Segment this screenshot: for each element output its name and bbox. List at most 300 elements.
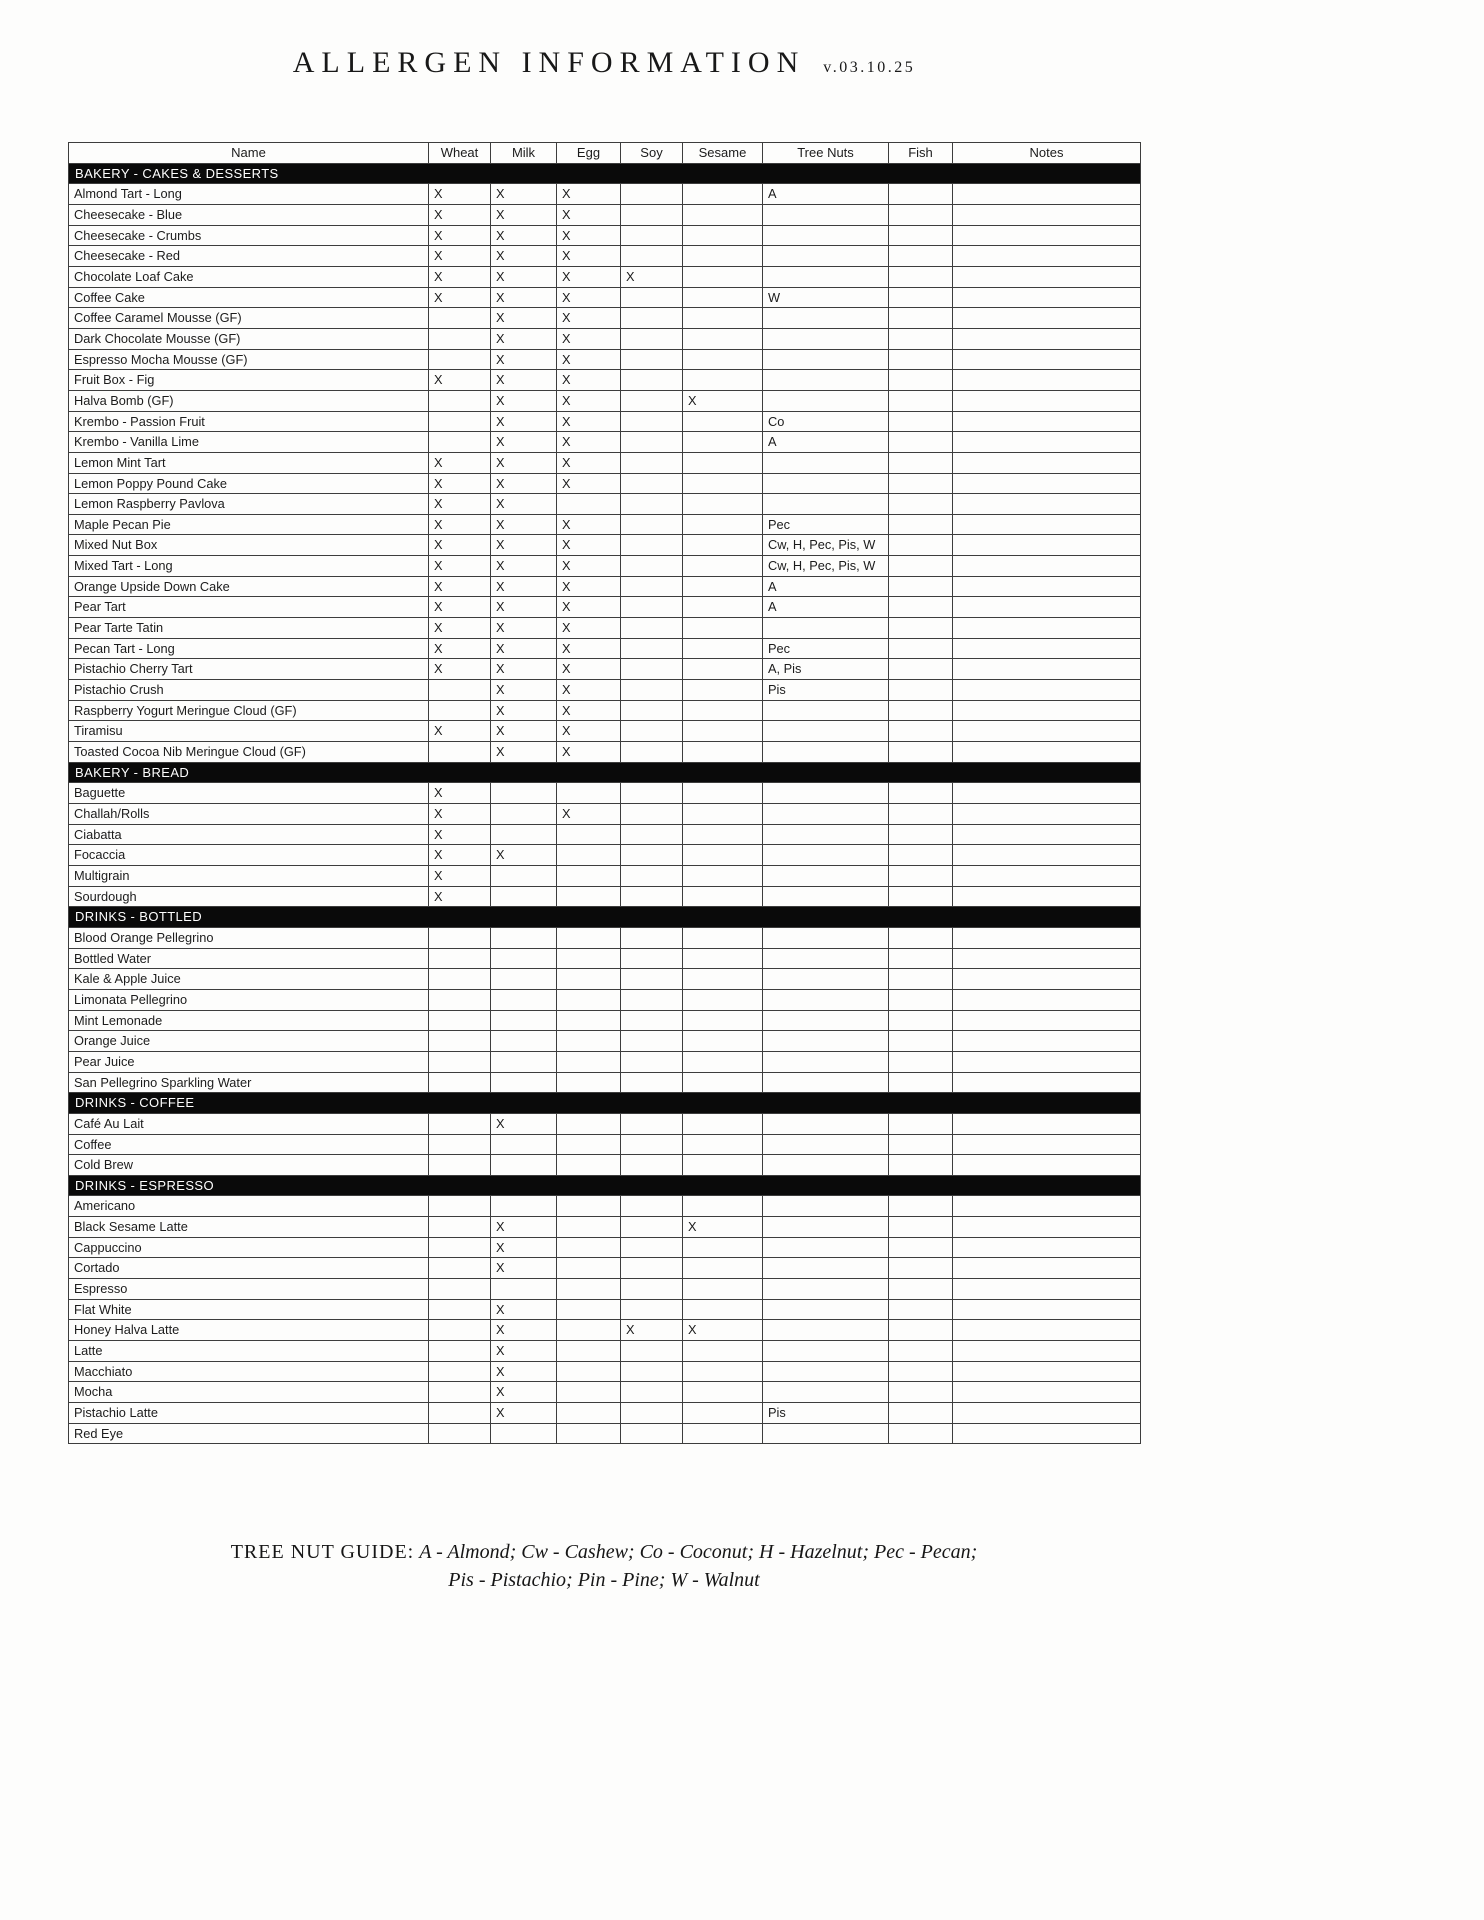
allergen-cell-egg: [557, 1113, 621, 1134]
allergen-cell-notes: [953, 1196, 1141, 1217]
table-row: [69, 370, 1141, 391]
allergen-cell-milk: X: [491, 1113, 557, 1134]
allergen-cell-egg: [557, 1279, 621, 1300]
item-name-cell: Mixed Tart - Long: [69, 556, 429, 577]
allergen-cell-milk: [491, 865, 557, 886]
allergen-cell-soy: [621, 1403, 683, 1424]
allergen-cell-fish: [889, 1051, 953, 1072]
allergen-cell-notes: [953, 1361, 1141, 1382]
item-name-cell: Cappuccino: [69, 1237, 429, 1258]
table-row: [69, 1113, 1141, 1134]
allergen-cell-wheat: X: [429, 845, 491, 866]
allergen-cell-sesame: [683, 1072, 763, 1093]
allergen-cell-sesame: [683, 370, 763, 391]
table-row: [69, 969, 1141, 990]
column-header-egg: Egg: [557, 143, 621, 164]
column-header-wheat: Wheat: [429, 143, 491, 164]
section-label: DRINKS - COFFEE: [69, 1093, 1141, 1114]
allergen-cell-notes: [953, 266, 1141, 287]
table-row: [69, 927, 1141, 948]
allergen-cell-wheat: X: [429, 618, 491, 639]
allergen-cell-sesame: [683, 1382, 763, 1403]
allergen-cell-sesame: [683, 783, 763, 804]
allergen-cell-milk: [491, 824, 557, 845]
allergen-cell-fish: [889, 1299, 953, 1320]
allergen-cell-milk: X: [491, 1382, 557, 1403]
allergen-cell-fish: [889, 411, 953, 432]
allergen-cell-milk: [491, 989, 557, 1010]
item-name-cell: Espresso: [69, 1279, 429, 1300]
allergen-cell-egg: [557, 1237, 621, 1258]
allergen-cell-notes: [953, 1051, 1141, 1072]
section-header-row: [69, 1093, 1141, 1114]
allergen-cell-notes: [953, 556, 1141, 577]
allergen-cell-soy: X: [621, 266, 683, 287]
allergen-table-body: [69, 163, 1141, 1444]
allergen-cell-tree-nuts: A: [763, 576, 889, 597]
allergen-cell-wheat: X: [429, 783, 491, 804]
allergen-cell-tree-nuts: Cw, H, Pec, Pis, W: [763, 535, 889, 556]
allergen-cell-sesame: [683, 556, 763, 577]
allergen-cell-egg: [557, 989, 621, 1010]
table-row: [69, 989, 1141, 1010]
item-name-cell: Challah/Rolls: [69, 804, 429, 825]
table-row: [69, 1403, 1141, 1424]
item-name-cell: Krembo - Passion Fruit: [69, 411, 429, 432]
item-name-cell: Coffee: [69, 1134, 429, 1155]
allergen-cell-milk: X: [491, 845, 557, 866]
allergen-cell-notes: [953, 804, 1141, 825]
allergen-cell-egg: X: [557, 411, 621, 432]
allergen-cell-tree-nuts: [763, 1237, 889, 1258]
table-row: [69, 845, 1141, 866]
allergen-cell-notes: [953, 1010, 1141, 1031]
table-row: [69, 659, 1141, 680]
allergen-cell-fish: [889, 927, 953, 948]
allergen-cell-fish: [889, 473, 953, 494]
allergen-cell-tree-nuts: [763, 1299, 889, 1320]
allergen-cell-fish: [889, 556, 953, 577]
allergen-cell-fish: [889, 1134, 953, 1155]
allergen-cell-soy: [621, 700, 683, 721]
allergen-cell-wheat: [429, 700, 491, 721]
allergen-cell-egg: X: [557, 349, 621, 370]
allergen-cell-egg: [557, 1134, 621, 1155]
allergen-cell-wheat: [429, 1072, 491, 1093]
allergen-cell-egg: [557, 1031, 621, 1052]
table-row: [69, 783, 1141, 804]
allergen-cell-wheat: X: [429, 494, 491, 515]
column-header-fish: Fish: [889, 143, 953, 164]
allergen-cell-egg: [557, 494, 621, 515]
allergen-cell-sesame: [683, 1279, 763, 1300]
allergen-cell-soy: [621, 824, 683, 845]
allergen-cell-notes: [953, 1279, 1141, 1300]
allergen-cell-sesame: [683, 1010, 763, 1031]
allergen-cell-soy: [621, 659, 683, 680]
allergen-cell-fish: [889, 535, 953, 556]
allergen-cell-egg: X: [557, 721, 621, 742]
allergen-cell-wheat: [429, 1423, 491, 1444]
allergen-cell-soy: [621, 1361, 683, 1382]
allergen-cell-milk: X: [491, 225, 557, 246]
allergen-cell-fish: [889, 700, 953, 721]
allergen-cell-tree-nuts: [763, 1134, 889, 1155]
section-label: DRINKS - BOTTLED: [69, 907, 1141, 928]
allergen-cell-notes: [953, 514, 1141, 535]
allergen-cell-soy: [621, 638, 683, 659]
allergen-cell-tree-nuts: [763, 1320, 889, 1341]
item-name-cell: Multigrain: [69, 865, 429, 886]
allergen-cell-tree-nuts: Cw, H, Pec, Pis, W: [763, 556, 889, 577]
allergen-cell-milk: X: [491, 1237, 557, 1258]
allergen-cell-tree-nuts: [763, 1361, 889, 1382]
allergen-cell-soy: [621, 1113, 683, 1134]
allergen-cell-wheat: [429, 1237, 491, 1258]
allergen-cell-sesame: X: [683, 1320, 763, 1341]
table-row: [69, 638, 1141, 659]
allergen-cell-tree-nuts: [763, 204, 889, 225]
allergen-cell-milk: [491, 804, 557, 825]
allergen-cell-tree-nuts: [763, 824, 889, 845]
allergen-cell-wheat: [429, 1010, 491, 1031]
allergen-cell-tree-nuts: [763, 989, 889, 1010]
item-name-cell: Ciabatta: [69, 824, 429, 845]
allergen-cell-tree-nuts: W: [763, 287, 889, 308]
allergen-cell-egg: X: [557, 246, 621, 267]
allergen-cell-sesame: [683, 514, 763, 535]
item-name-cell: Flat White: [69, 1299, 429, 1320]
allergen-cell-soy: [621, 1155, 683, 1176]
allergen-cell-soy: [621, 1196, 683, 1217]
allergen-cell-tree-nuts: [763, 494, 889, 515]
allergen-cell-sesame: [683, 845, 763, 866]
item-name-cell: Chocolate Loaf Cake: [69, 266, 429, 287]
table-row: [69, 432, 1141, 453]
allergen-cell-wheat: [429, 1320, 491, 1341]
allergen-cell-wheat: [429, 349, 491, 370]
table-row: [69, 390, 1141, 411]
allergen-cell-tree-nuts: [763, 927, 889, 948]
allergen-cell-fish: [889, 1196, 953, 1217]
allergen-cell-fish: [889, 824, 953, 845]
allergen-cell-notes: [953, 1341, 1141, 1362]
allergen-cell-egg: [557, 783, 621, 804]
allergen-cell-egg: [557, 865, 621, 886]
allergen-cell-fish: [889, 865, 953, 886]
item-name-cell: Mixed Nut Box: [69, 535, 429, 556]
allergen-cell-egg: X: [557, 473, 621, 494]
allergen-cell-soy: [621, 225, 683, 246]
allergen-cell-sesame: [683, 1051, 763, 1072]
allergen-cell-wheat: X: [429, 638, 491, 659]
item-name-cell: Cheesecake - Red: [69, 246, 429, 267]
allergen-cell-milk: X: [491, 184, 557, 205]
allergen-cell-egg: [557, 1382, 621, 1403]
allergen-cell-notes: [953, 989, 1141, 1010]
allergen-cell-egg: X: [557, 659, 621, 680]
allergen-cell-wheat: [429, 1361, 491, 1382]
allergen-cell-sesame: [683, 886, 763, 907]
allergen-cell-wheat: X: [429, 514, 491, 535]
table-row: [69, 1237, 1141, 1258]
allergen-cell-egg: X: [557, 700, 621, 721]
allergen-cell-soy: [621, 287, 683, 308]
table-row: [69, 1361, 1141, 1382]
allergen-cell-wheat: X: [429, 452, 491, 473]
allergen-cell-soy: [621, 473, 683, 494]
item-name-cell: Halva Bomb (GF): [69, 390, 429, 411]
item-name-cell: Café Au Lait: [69, 1113, 429, 1134]
allergen-cell-sesame: [683, 1134, 763, 1155]
allergen-cell-milk: X: [491, 452, 557, 473]
allergen-cell-sesame: [683, 411, 763, 432]
allergen-cell-soy: [621, 597, 683, 618]
allergen-cell-egg: X: [557, 432, 621, 453]
item-name-cell: Cold Brew: [69, 1155, 429, 1176]
allergen-cell-egg: [557, 1258, 621, 1279]
allergen-cell-soy: [621, 783, 683, 804]
table-row: [69, 349, 1141, 370]
allergen-cell-sesame: [683, 1361, 763, 1382]
allergen-cell-tree-nuts: [763, 948, 889, 969]
allergen-cell-fish: [889, 1320, 953, 1341]
allergen-cell-soy: [621, 1217, 683, 1238]
item-name-cell: Pear Juice: [69, 1051, 429, 1072]
allergen-cell-notes: [953, 204, 1141, 225]
column-header-tree-nuts: Tree Nuts: [763, 143, 889, 164]
allergen-cell-egg: X: [557, 266, 621, 287]
allergen-cell-sesame: [683, 700, 763, 721]
allergen-cell-soy: [621, 1010, 683, 1031]
allergen-cell-egg: [557, 1051, 621, 1072]
table-row: [69, 1258, 1141, 1279]
allergen-cell-notes: [953, 948, 1141, 969]
allergen-cell-soy: [621, 246, 683, 267]
allergen-cell-notes: [953, 308, 1141, 329]
allergen-cell-notes: [953, 246, 1141, 267]
allergen-cell-notes: [953, 969, 1141, 990]
allergen-cell-tree-nuts: [763, 266, 889, 287]
allergen-cell-sesame: [683, 225, 763, 246]
item-name-cell: Red Eye: [69, 1423, 429, 1444]
allergen-cell-fish: [889, 1279, 953, 1300]
allergen-cell-milk: X: [491, 1341, 557, 1362]
allergen-cell-soy: [621, 1072, 683, 1093]
item-name-cell: Black Sesame Latte: [69, 1217, 429, 1238]
allergen-cell-egg: [557, 1217, 621, 1238]
allergen-cell-fish: [889, 184, 953, 205]
allergen-cell-wheat: [429, 969, 491, 990]
allergen-cell-wheat: X: [429, 886, 491, 907]
tree-nut-guide-label: TREE NUT GUIDE:: [230, 1541, 415, 1564]
allergen-cell-egg: X: [557, 597, 621, 618]
allergen-cell-tree-nuts: [763, 1031, 889, 1052]
allergen-cell-egg: X: [557, 742, 621, 763]
table-row: [69, 1072, 1141, 1093]
allergen-cell-soy: [621, 969, 683, 990]
allergen-cell-milk: X: [491, 328, 557, 349]
item-name-cell: Pecan Tart - Long: [69, 638, 429, 659]
tree-nut-guide-text-2: Pis - Pistachio; Pin - Pine; W - Walnut: [448, 1569, 760, 1592]
allergen-cell-notes: [953, 1031, 1141, 1052]
allergen-cell-milk: X: [491, 411, 557, 432]
allergen-cell-fish: [889, 989, 953, 1010]
allergen-cell-sesame: [683, 597, 763, 618]
table-row: [69, 1341, 1141, 1362]
allergen-cell-wheat: [429, 390, 491, 411]
allergen-cell-fish: [889, 1341, 953, 1362]
allergen-cell-sesame: [683, 452, 763, 473]
allergen-cell-fish: [889, 886, 953, 907]
allergen-cell-sesame: [683, 1299, 763, 1320]
allergen-cell-sesame: [683, 948, 763, 969]
allergen-cell-egg: X: [557, 390, 621, 411]
allergen-cell-soy: [621, 452, 683, 473]
allergen-cell-notes: [953, 700, 1141, 721]
allergen-cell-soy: [621, 1382, 683, 1403]
allergen-cell-tree-nuts: [763, 804, 889, 825]
allergen-cell-egg: X: [557, 287, 621, 308]
column-header-notes: Notes: [953, 143, 1141, 164]
allergen-cell-fish: [889, 1258, 953, 1279]
allergen-cell-tree-nuts: [763, 225, 889, 246]
allergen-cell-egg: [557, 1299, 621, 1320]
allergen-cell-sesame: [683, 349, 763, 370]
allergen-cell-sesame: [683, 865, 763, 886]
allergen-cell-tree-nuts: [763, 865, 889, 886]
item-name-cell: Focaccia: [69, 845, 429, 866]
allergen-cell-fish: [889, 1361, 953, 1382]
allergen-cell-sesame: [683, 287, 763, 308]
allergen-cell-soy: [621, 804, 683, 825]
allergen-cell-milk: [491, 1031, 557, 1052]
item-name-cell: Raspberry Yogurt Meringue Cloud (GF): [69, 700, 429, 721]
table-row: [69, 948, 1141, 969]
allergen-cell-milk: X: [491, 370, 557, 391]
allergen-cell-soy: [621, 618, 683, 639]
allergen-cell-notes: [953, 1423, 1141, 1444]
allergen-cell-tree-nuts: [763, 1258, 889, 1279]
column-header-row: [69, 143, 1141, 164]
allergen-cell-notes: [953, 886, 1141, 907]
allergen-cell-egg: X: [557, 618, 621, 639]
allergen-cell-notes: [953, 927, 1141, 948]
version-label: v.03.10.25: [823, 59, 916, 76]
allergen-cell-fish: [889, 659, 953, 680]
allergen-cell-milk: X: [491, 1299, 557, 1320]
allergen-cell-tree-nuts: [763, 969, 889, 990]
allergen-cell-milk: [491, 783, 557, 804]
allergen-cell-milk: [491, 1134, 557, 1155]
allergen-cell-fish: [889, 514, 953, 535]
allergen-cell-milk: X: [491, 287, 557, 308]
allergen-cell-soy: [621, 721, 683, 742]
allergen-cell-tree-nuts: [763, 1072, 889, 1093]
allergen-cell-egg: [557, 1361, 621, 1382]
table-row: [69, 473, 1141, 494]
allergen-cell-tree-nuts: [763, 845, 889, 866]
allergen-cell-soy: [621, 1134, 683, 1155]
allergen-cell-sesame: [683, 576, 763, 597]
table-row: [69, 721, 1141, 742]
allergen-cell-tree-nuts: [763, 473, 889, 494]
allergen-cell-milk: [491, 927, 557, 948]
allergen-cell-soy: [621, 308, 683, 329]
allergen-cell-egg: [557, 1341, 621, 1362]
allergen-cell-fish: [889, 1382, 953, 1403]
table-row: [69, 576, 1141, 597]
allergen-cell-tree-nuts: Co: [763, 411, 889, 432]
allergen-cell-tree-nuts: A: [763, 184, 889, 205]
allergen-cell-notes: [953, 1299, 1141, 1320]
allergen-cell-wheat: X: [429, 266, 491, 287]
allergen-cell-notes: [953, 597, 1141, 618]
allergen-cell-tree-nuts: [763, 1279, 889, 1300]
allergen-cell-tree-nuts: [763, 1382, 889, 1403]
tree-nut-guide-line-1: [68, 1538, 1140, 1566]
allergen-cell-wheat: [429, 1134, 491, 1155]
item-name-cell: Latte: [69, 1341, 429, 1362]
allergen-cell-notes: [953, 390, 1141, 411]
table-row: [69, 1382, 1141, 1403]
allergen-cell-sesame: X: [683, 1217, 763, 1238]
allergen-cell-tree-nuts: Pis: [763, 680, 889, 701]
allergen-cell-wheat: X: [429, 824, 491, 845]
allergen-cell-milk: X: [491, 659, 557, 680]
allergen-cell-tree-nuts: [763, 390, 889, 411]
item-name-cell: Pistachio Cherry Tart: [69, 659, 429, 680]
allergen-cell-notes: [953, 494, 1141, 515]
allergen-cell-fish: [889, 246, 953, 267]
item-name-cell: Toasted Cocoa Nib Meringue Cloud (GF): [69, 742, 429, 763]
allergen-cell-wheat: X: [429, 225, 491, 246]
allergen-cell-wheat: X: [429, 370, 491, 391]
allergen-cell-egg: X: [557, 225, 621, 246]
allergen-cell-tree-nuts: [763, 742, 889, 763]
allergen-cell-wheat: X: [429, 865, 491, 886]
item-name-cell: Pear Tarte Tatin: [69, 618, 429, 639]
allergen-cell-milk: X: [491, 308, 557, 329]
allergen-cell-egg: X: [557, 328, 621, 349]
allergen-cell-fish: [889, 432, 953, 453]
allergen-cell-egg: [557, 1423, 621, 1444]
allergen-cell-notes: [953, 576, 1141, 597]
allergen-cell-fish: [889, 1155, 953, 1176]
item-name-cell: Fruit Box - Fig: [69, 370, 429, 391]
allergen-cell-soy: [621, 865, 683, 886]
allergen-cell-notes: [953, 1134, 1141, 1155]
allergen-cell-egg: [557, 886, 621, 907]
allergen-cell-fish: [889, 638, 953, 659]
allergen-cell-notes: [953, 328, 1141, 349]
table-row: [69, 308, 1141, 329]
allergen-cell-soy: [621, 1031, 683, 1052]
allergen-cell-notes: [953, 411, 1141, 432]
allergen-cell-wheat: [429, 411, 491, 432]
table-row: [69, 886, 1141, 907]
allergen-cell-tree-nuts: [763, 246, 889, 267]
allergen-cell-milk: X: [491, 473, 557, 494]
allergen-cell-wheat: X: [429, 556, 491, 577]
item-name-cell: Coffee Cake: [69, 287, 429, 308]
table-row: [69, 597, 1141, 618]
allergen-cell-notes: [953, 473, 1141, 494]
allergen-cell-tree-nuts: [763, 349, 889, 370]
allergen-cell-wheat: [429, 1341, 491, 1362]
allergen-cell-egg: X: [557, 204, 621, 225]
table-row: [69, 700, 1141, 721]
